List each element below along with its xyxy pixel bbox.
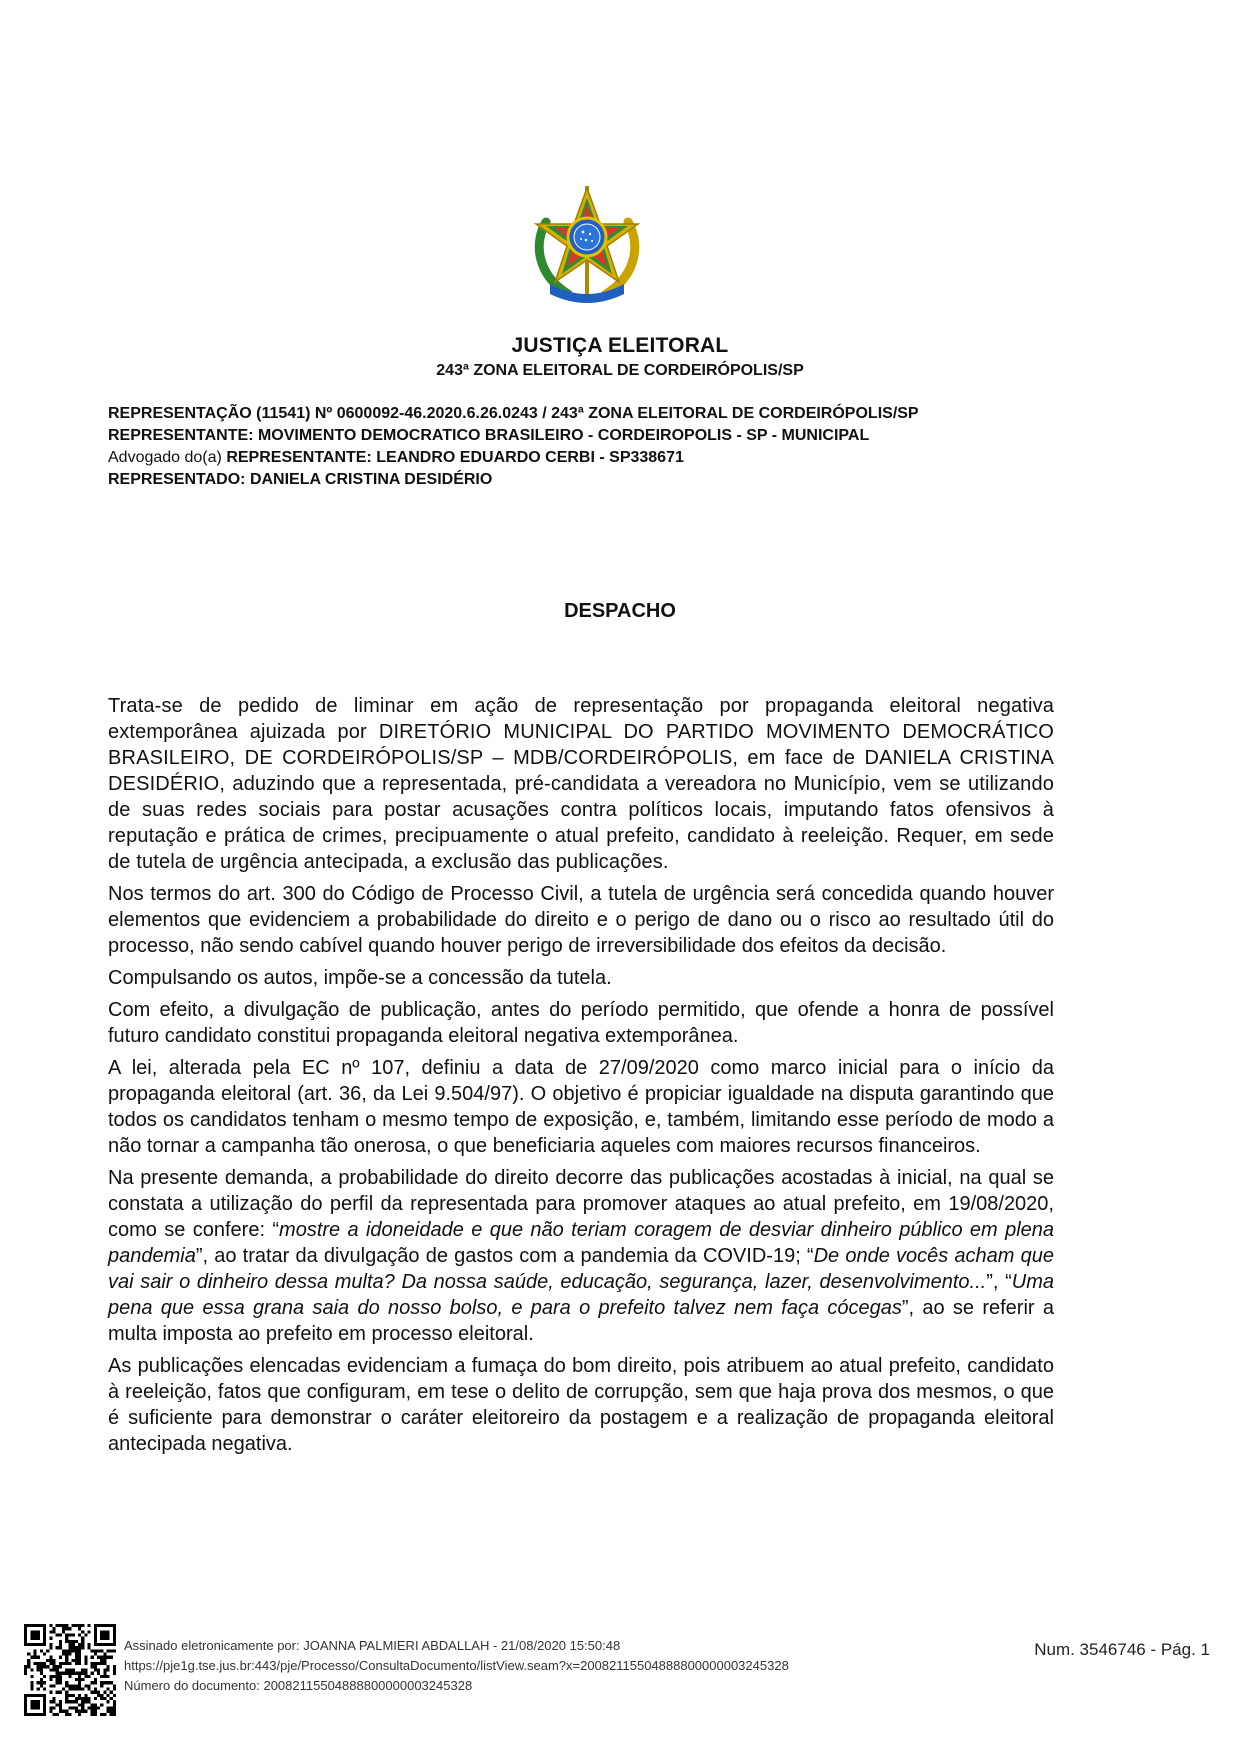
paragraph-6-text-2: ”, ao tratar da divulgação de gastos com a pandemia da COVID-19; “ [195,1245,814,1267]
lawyer-line [108,447,1138,469]
court-title: JUSTIÇA ELEITORAL [511,334,729,357]
signature-footer [124,1636,789,1696]
court-zone-subtitle: 243ª ZONA ELEITORAL DE CORDEIRÓPOLIS/SP [436,362,804,379]
paragraph-6-text-3: ”, “ [986,1271,1012,1293]
paragraph-2: Nos termos do art. 300 do Código de Processo Civil, a tutela de urgência será concedida quando houver elementos que evidenciem a probabilidade do direito e o perigo de dano ou o risco ao resultado útil do processo, não sendo cabível quando houver perigo de irreversibilidade dos efeitos da decisão. [108,883,1054,957]
plaintiff-line: REPRESENTANTE: MOVIMENTO DEMOCRATICO BRASILEIRO - CORDEIROPOLIS - SP - MUNICIPAL [108,427,870,444]
document-url[interactable]: https://pje1g.tse.jus.br:443/pje/Processo/ConsultaDocumento/listView.seam?x=20082115504888800000003245328 [124,1658,789,1673]
qr-code-icon [24,1624,116,1716]
paragraph-6-text-1: Na presente demanda, a probabilidade do direito decorre das publicações acostadas à inicial, na qual se constata a utilização do perfil da representada para promover ataques ao atual prefeito, em 19/08/2020, como se confere: “ [108,1167,1054,1241]
paragraph-4: Com efeito, a divulgação de publicação, antes do período permitido, que ofende a honra de possível futuro candidato constitui propaganda eleitoral negativa extemporânea. [108,999,1054,1047]
document-heading: DESPACHO [564,600,676,622]
paragraph-3: Compulsando os autos, impõe-se a concessão da tutela. [108,967,612,989]
paragraph-7: As publicações elencadas evidenciam a fumaça do bom direito, pois atribuem ao atual prefeito, candidato à reeleição, fatos que configuram, em tese o delito de corrupção, sem que haja prova dos mesmos, o que é suficiente para demonstrar o caráter eleitoreiro da postagem e a realização de propaganda eleitoral antecipada negativa. [108,1355,1054,1455]
paragraph-5: A lei, alterada pela EC nº 107, definiu a data de 27/09/2020 como marco inicial para o início da propaganda eleitoral (art. 36, da Lei 9.504/97). O objetivo é propiciar igualdade na disputa garantindo que todos os candidatos tenham o mesmo tempo de exposição, e, também, limitando esse período de modo a não tornar a campanha tão onerosa, o que beneficiaria aqueles com maiores recursos financeiros. [108,1057,1054,1157]
page-number: Num. 3546746 - Pág. 1 [1034,1640,1210,1659]
quote-3: Uma pena que essa grana saia do nosso bolso, e para o prefeito talvez nem faça cócegas [108,1271,1055,1319]
case-number-line: REPRESENTAÇÃO (11541) Nº 0600092-46.2020.6.26.0243 / 243ª ZONA ELEITORAL DE CORDEIRÓPOLIS/SP [108,405,919,422]
brazil-coat-of-arms-icon [528,182,646,308]
defendant-line: REPRESENTADO: DANIELA CRISTINA DESIDÉRIO [108,471,493,488]
lawyer-name: REPRESENTANTE: LEANDRO EDUARDO CERBI - SP338671 [226,449,684,466]
paragraph-6 [108,1165,1054,1347]
document-number-line: Número do documento: 20082115504888800000003245328 [124,1678,473,1693]
paragraph-6-text-4: ”, ao se referir a multa imposta ao prefeito em processo eleitoral. [108,1297,1054,1345]
lawyer-prefix: Advogado do(a) [108,449,227,466]
document-body [108,693,1054,1463]
signed-by-line: Assinado eletronicamente por: JOANNA PALMIERI ABDALLAH - 21/08/2020 15:50:48 [124,1638,621,1653]
case-parties-block [108,403,1138,491]
paragraph-1: Trata-se de pedido de liminar em ação de representação por propaganda eleitoral negativa extemporânea ajuizada por DIRETÓRIO MUNICIPAL DO PARTIDO MOVIMENTO DEMOCRÁTICO BRASILEIRO, DE CORDEIRÓPOLIS/SP – MDB/CORDEIRÓPOLIS, em face de DANIELA CRISTINA DESIDÉRIO, aduzindo que a representada, pré-candidata a vereadora no Município, vem se utilizando de suas redes sociais para postar acusações contra políticos locais, imputando fatos ofensivos à reputação e prática de crimes, precipuamente o atual prefeito, candidato à reeleição. Requer, em sede de tutela de urgência antecipada, a exclusão das publicações. [108,695,1054,873]
quote-2: De onde vocês acham que vai sair o dinheiro dessa multa? Da nossa saúde, educação, segurança, lazer, desenvolvimento... [108,1245,1054,1293]
quote-1: mostre a idoneidade e que não teriam coragem de desviar dinheiro público em plena pandemia [108,1219,1055,1267]
